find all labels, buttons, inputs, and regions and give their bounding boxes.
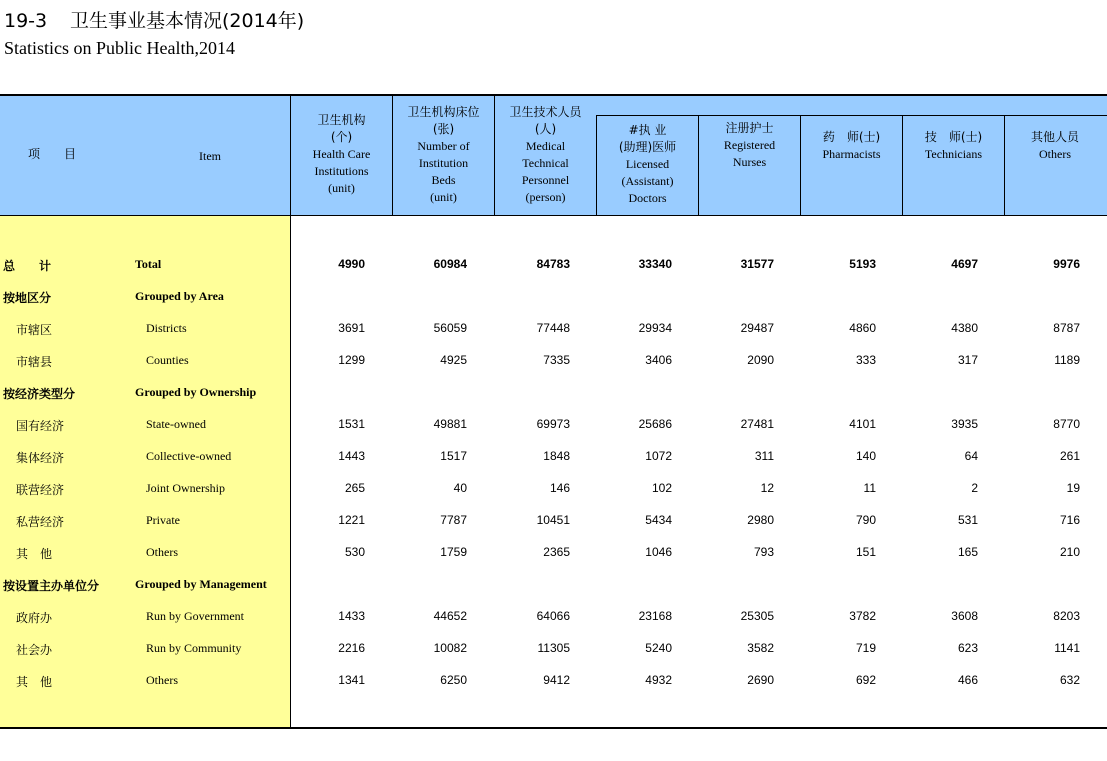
row-value: 12 bbox=[760, 481, 774, 495]
header-institution-beds: 卫生机构床位 (张) Number of Institution Beds (unit) bbox=[407, 105, 480, 204]
row-value: 1848 bbox=[543, 449, 570, 463]
row-label-en: Districts bbox=[146, 321, 187, 335]
table-row bbox=[0, 537, 1107, 569]
row-value: 10451 bbox=[536, 513, 570, 527]
row-value: 140 bbox=[855, 449, 876, 463]
row-value: 530 bbox=[344, 545, 365, 559]
header-item-en: Item bbox=[199, 149, 221, 163]
row-value: 44652 bbox=[433, 609, 467, 623]
row-value: 1433 bbox=[338, 609, 365, 623]
row-value: 333 bbox=[855, 353, 876, 367]
row-value: 151 bbox=[855, 545, 876, 559]
row-value: 4380 bbox=[951, 321, 978, 335]
table-row bbox=[0, 281, 1107, 313]
group-rule bbox=[597, 115, 1107, 116]
row-value: 2365 bbox=[543, 545, 570, 559]
bottom-rule bbox=[0, 727, 1107, 729]
row-value: 19 bbox=[1066, 481, 1080, 495]
row-value: 531 bbox=[957, 513, 978, 527]
header-bottom-rule bbox=[0, 215, 1107, 216]
row-label-cn: 私营经济 bbox=[16, 515, 65, 529]
row-value: 2980 bbox=[747, 513, 774, 527]
row-value: 27481 bbox=[740, 417, 774, 431]
row-value: 790 bbox=[855, 513, 876, 527]
header-others: 其他人员 Others bbox=[1030, 130, 1079, 161]
row-value: 3935 bbox=[951, 417, 978, 431]
row-value: 29487 bbox=[740, 321, 774, 335]
row-label-en: Run by Government bbox=[146, 609, 244, 623]
row-value: 1517 bbox=[440, 449, 467, 463]
table-row bbox=[0, 505, 1107, 537]
table-title-cn: 卫生事业基本情况(2014年) bbox=[70, 10, 305, 32]
row-label-en: Counties bbox=[146, 353, 189, 367]
row-value: 466 bbox=[957, 673, 978, 687]
table-row bbox=[0, 601, 1107, 633]
row-label-cn: 市辖区 bbox=[16, 323, 53, 337]
row-value: 317 bbox=[957, 353, 978, 367]
row-value: 1341 bbox=[338, 673, 365, 687]
statistics-table bbox=[0, 94, 1107, 730]
row-label-cn: 联营经济 bbox=[16, 483, 65, 497]
row-value: 4697 bbox=[951, 257, 978, 271]
row-value: 9976 bbox=[1053, 257, 1080, 271]
row-value: 3582 bbox=[747, 641, 774, 655]
row-value: 49881 bbox=[433, 417, 467, 431]
row-label-en: Joint Ownership bbox=[146, 481, 225, 495]
top-rule bbox=[0, 94, 1107, 96]
row-value: 40 bbox=[453, 481, 467, 495]
row-value: 2690 bbox=[747, 673, 774, 687]
row-value: 11305 bbox=[537, 641, 570, 655]
row-label-cn: 按设置主办单位分 bbox=[3, 579, 100, 593]
row-value: 1531 bbox=[338, 417, 365, 431]
row-label-en: Private bbox=[146, 513, 180, 527]
row-value: 1072 bbox=[645, 449, 672, 463]
row-value: 719 bbox=[855, 641, 876, 655]
table-row bbox=[0, 249, 1107, 281]
row-label-en: Others bbox=[146, 673, 178, 687]
row-value: 64066 bbox=[536, 609, 570, 623]
row-value: 4925 bbox=[440, 353, 467, 367]
row-label-cn: 总 计 bbox=[3, 259, 52, 273]
header-item-cn: 项 目 bbox=[27, 147, 76, 161]
row-value: 3406 bbox=[645, 353, 672, 367]
row-value: 6250 bbox=[440, 673, 467, 687]
row-label-en: Collective-owned bbox=[146, 449, 232, 463]
row-value: 1443 bbox=[338, 449, 365, 463]
row-label-en: Grouped by Management bbox=[135, 577, 267, 591]
row-value: 2216 bbox=[338, 641, 365, 655]
table-row bbox=[0, 377, 1107, 409]
row-label-cn: 按地区分 bbox=[3, 291, 52, 305]
row-value: 102 bbox=[651, 481, 672, 495]
header-medical-personnel: 卫生技术人员 (人) Medical Technical Personnel (person) bbox=[509, 105, 582, 204]
row-value: 23168 bbox=[638, 609, 672, 623]
row-value: 623 bbox=[957, 641, 978, 655]
row-value: 4932 bbox=[645, 673, 672, 687]
row-value: 4101 bbox=[849, 417, 876, 431]
table-title bbox=[4, 6, 304, 33]
header-pharmacists: 药 师(士) Pharmacists bbox=[822, 130, 881, 161]
row-label-en: Grouped by Ownership bbox=[135, 385, 257, 399]
table-row bbox=[0, 665, 1107, 697]
row-value: 1046 bbox=[645, 545, 672, 559]
row-value: 10082 bbox=[433, 641, 467, 655]
row-label-cn: 按经济类型分 bbox=[3, 387, 76, 401]
row-value: 7335 bbox=[543, 353, 570, 367]
row-value: 84783 bbox=[536, 257, 570, 271]
table-row bbox=[0, 633, 1107, 665]
row-label-cn: 集体经济 bbox=[16, 451, 65, 465]
row-value: 11 bbox=[863, 481, 876, 495]
row-value: 29934 bbox=[638, 321, 672, 335]
row-value: 632 bbox=[1059, 673, 1080, 687]
row-value: 265 bbox=[344, 481, 365, 495]
table-row bbox=[0, 345, 1107, 377]
row-value: 1299 bbox=[338, 353, 365, 367]
table-row bbox=[0, 313, 1107, 345]
row-label-en: State-owned bbox=[146, 417, 206, 431]
row-value: 261 bbox=[1059, 449, 1080, 463]
row-value: 2090 bbox=[747, 353, 774, 367]
row-value: 60984 bbox=[433, 257, 467, 271]
table-row bbox=[0, 569, 1107, 601]
row-value: 1759 bbox=[440, 545, 467, 559]
row-label-cn: 国有经济 bbox=[16, 419, 65, 433]
row-value: 1189 bbox=[1054, 353, 1080, 367]
row-value: 3608 bbox=[951, 609, 978, 623]
row-value: 77448 bbox=[536, 321, 570, 335]
row-value: 165 bbox=[957, 545, 978, 559]
row-value: 5193 bbox=[849, 257, 876, 271]
table-number: 19-3 bbox=[4, 10, 48, 32]
row-value: 4990 bbox=[338, 257, 365, 271]
table-row bbox=[0, 473, 1107, 505]
row-value: 25686 bbox=[638, 417, 672, 431]
row-value: 1221 bbox=[338, 513, 365, 527]
table-title-en: Statistics on Public Health,2014 bbox=[4, 38, 235, 58]
row-value: 311 bbox=[754, 449, 774, 463]
row-label-cn: 政府办 bbox=[16, 611, 53, 625]
table-row bbox=[0, 441, 1107, 473]
table-row bbox=[0, 409, 1107, 441]
row-value: 8787 bbox=[1053, 321, 1080, 335]
row-value: 9412 bbox=[543, 673, 570, 687]
row-label-cn: 市辖县 bbox=[16, 355, 53, 369]
row-value: 8203 bbox=[1053, 609, 1080, 623]
row-value: 793 bbox=[753, 545, 774, 559]
row-label-cn: 其 他 bbox=[16, 547, 53, 561]
row-value: 5434 bbox=[645, 513, 672, 527]
row-value: 69973 bbox=[536, 417, 570, 431]
row-value: 1141 bbox=[1054, 641, 1080, 655]
row-label-cn: 社会办 bbox=[16, 643, 53, 657]
row-value: 3782 bbox=[849, 609, 876, 623]
row-label-en: Run by Community bbox=[146, 641, 242, 655]
row-value: 56059 bbox=[433, 321, 467, 335]
row-label-en: Others bbox=[146, 545, 178, 559]
row-value: 7787 bbox=[440, 513, 467, 527]
row-label-cn: 其 他 bbox=[16, 675, 53, 689]
header-technicians: 技 师(士) Technicians bbox=[924, 130, 983, 161]
header-licensed-doctors: #执 业 (助理)医师 Licensed (Assistant) Doctors bbox=[618, 123, 677, 205]
row-value: 692 bbox=[855, 673, 876, 687]
row-value: 25305 bbox=[740, 609, 774, 623]
row-value: 8770 bbox=[1053, 417, 1080, 431]
header-registered-nurses: 注册护士 Registered Nurses bbox=[723, 121, 776, 169]
row-value: 146 bbox=[549, 481, 570, 495]
row-value: 3691 bbox=[338, 321, 365, 335]
row-value: 4860 bbox=[849, 321, 876, 335]
row-label-en: Grouped by Area bbox=[135, 289, 224, 303]
header-health-institutions: 卫生机构 (个) Health Care Institutions (unit) bbox=[312, 113, 371, 195]
row-value: 2 bbox=[971, 481, 978, 495]
row-value: 5240 bbox=[645, 641, 672, 655]
row-value: 210 bbox=[1059, 545, 1080, 559]
row-value: 716 bbox=[1059, 513, 1080, 527]
row-value: 33340 bbox=[638, 257, 672, 271]
row-label-en: Total bbox=[135, 257, 162, 271]
row-value: 64 bbox=[964, 449, 978, 463]
row-value: 31577 bbox=[740, 257, 774, 271]
